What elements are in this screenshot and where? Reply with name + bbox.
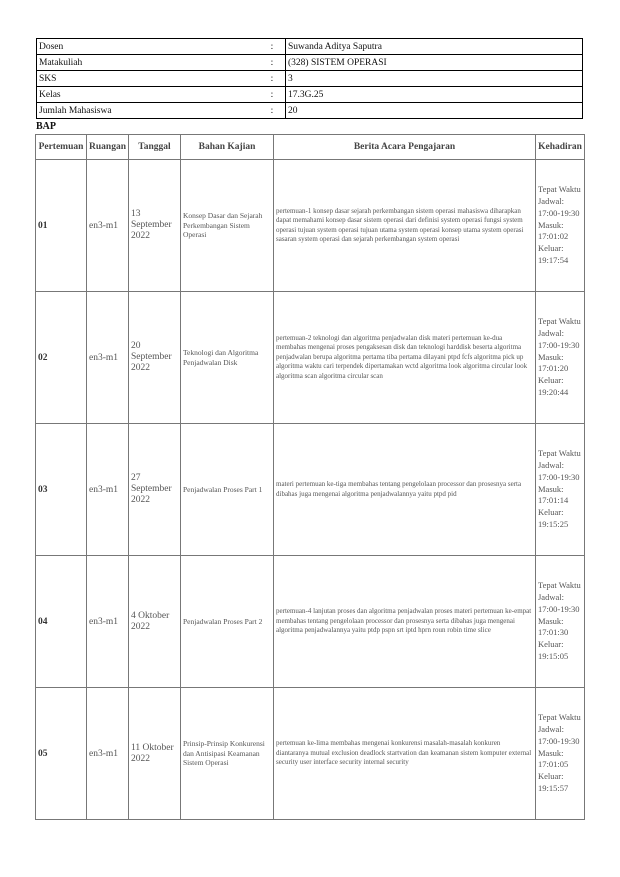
ruangan-cell: en3-m1 bbox=[87, 424, 129, 556]
kehadiran-jadwal: Jadwal: 17:00-19:30 bbox=[538, 724, 580, 746]
info-separator: : bbox=[259, 87, 286, 103]
pertemuan-cell: 05 bbox=[36, 688, 87, 820]
column-header-tanggal: Tanggal bbox=[129, 135, 181, 160]
info-value: 3 bbox=[286, 71, 583, 87]
kehadiran-status: Tepat Waktu bbox=[538, 580, 581, 591]
info-separator: : bbox=[259, 55, 286, 71]
info-value: 20 bbox=[286, 103, 583, 119]
course-info-table bbox=[36, 38, 583, 119]
table-row bbox=[36, 556, 585, 688]
info-value: 17.3G.25 bbox=[286, 87, 583, 103]
info-label: Matakuliah bbox=[37, 55, 260, 71]
info-separator: : bbox=[259, 71, 286, 87]
info-label: Kelas bbox=[37, 87, 260, 103]
kehadiran-status: Tepat Waktu bbox=[538, 712, 581, 723]
column-header-pertemuan: Pertemuan bbox=[36, 135, 87, 160]
column-header-kehadiran: Kehadiran bbox=[536, 135, 585, 160]
kehadiran-keluar: Keluar: 19:20:44 bbox=[538, 375, 569, 397]
table-row bbox=[36, 688, 585, 820]
info-row-sks bbox=[37, 71, 583, 87]
bahan-kajian-cell: Teknologi dan Algoritma Penjadwalan Disk bbox=[181, 292, 274, 424]
kehadiran-masuk: Masuk: 17:01:05 bbox=[538, 747, 569, 770]
berita-acara-cell: pertemuan-1 konsep dasar sejarah perkembangan sistem operasi mahasiswa diharapkan dapat memahami konsep dasar sistem operasi dari definisi system operasi fungsi system operasi tujuan system operasi tujuan utama system operasi konsep utama system operasi sasaran system operasi dan sejarah perkembangan system operasi bbox=[274, 160, 536, 292]
column-header-bahan-kajian: Bahan Kajian bbox=[181, 135, 274, 160]
kehadiran-cell bbox=[536, 292, 585, 424]
kehadiran-masuk: Masuk: 17:01:14 bbox=[538, 483, 569, 506]
bahan-kajian-cell: Prinsip-Prinsip Konkurensi dan Antisipasi Keamanan Sistem Operasi bbox=[181, 688, 274, 820]
column-header-berita-acara: Berita Acara Pengajaran bbox=[274, 135, 536, 160]
bap-table bbox=[35, 134, 585, 820]
tanggal-cell: 4 Oktober 2022 bbox=[129, 556, 181, 688]
berita-acara-cell: pertemuan ke-lima membahas mengenai konkurensi masalah-masalah konkuren diantaranya mutual exclusion deadlock startvation dan keamanan sistem komputer external security user interface security internal security bbox=[274, 688, 536, 820]
info-row-kelas bbox=[37, 87, 583, 103]
berita-acara-cell: pertemuan-2 teknologi dan algoritma penjadwalan disk materi pertemuan ke-dua membahas mengenai proses pengaksesan disk dan teknologi harddisk beserta algoritma penjadwalan berupa algoritma pertama tiba pertama dilayani ptpd fcfs algoritma pick up algoritma waktu cari terpendek dipertamakan wctd algoritma look algoritma circular look algoritma scan algoritma circular scan bbox=[274, 292, 536, 424]
kehadiran-cell bbox=[536, 556, 585, 688]
kehadiran-keluar: Keluar: 19:15:57 bbox=[538, 771, 569, 793]
pertemuan-cell: 04 bbox=[36, 556, 87, 688]
kehadiran-cell bbox=[536, 688, 585, 820]
kehadiran-keluar: Keluar: 19:15:05 bbox=[538, 639, 569, 661]
info-label: SKS bbox=[37, 71, 260, 87]
kehadiran-masuk: Masuk: 17:01:02 bbox=[538, 219, 569, 242]
info-value: (328) SISTEM OPERASI bbox=[286, 55, 583, 71]
tanggal-cell: 13 September 2022 bbox=[129, 160, 181, 292]
kehadiran-jadwal: Jadwal: 17:00-19:30 bbox=[538, 328, 580, 350]
berita-acara-cell: materi pertemuan ke-tiga membahas tentang pengelolaan processor dan prosesnya serta dibahas juga mengenai algoritma penjadwalannya yaitu ptpd pid bbox=[274, 424, 536, 556]
kehadiran-masuk: Masuk: 17:01:30 bbox=[538, 615, 569, 638]
column-header-ruangan: Ruangan bbox=[87, 135, 129, 160]
tanggal-cell: 11 Oktober 2022 bbox=[129, 688, 181, 820]
tanggal-cell: 20 September 2022 bbox=[129, 292, 181, 424]
kehadiran-masuk: Masuk: 17:01:20 bbox=[538, 351, 569, 374]
info-row-jumlah-mahasiswa bbox=[37, 103, 583, 119]
kehadiran-cell bbox=[536, 160, 585, 292]
kehadiran-jadwal: Jadwal: 17:00-19:30 bbox=[538, 460, 580, 482]
bahan-kajian-cell: Penjadwalan Proses Part 2 bbox=[181, 556, 274, 688]
tanggal-cell: 27 September 2022 bbox=[129, 424, 181, 556]
kehadiran-keluar: Keluar: 19:15:25 bbox=[538, 507, 569, 529]
kehadiran-jadwal: Jadwal: 17:00-19:30 bbox=[538, 592, 580, 614]
kehadiran-jadwal: Jadwal: 17:00-19:30 bbox=[538, 196, 580, 218]
info-row-matakuliah bbox=[37, 55, 583, 71]
ruangan-cell: en3-m1 bbox=[87, 292, 129, 424]
table-row bbox=[36, 292, 585, 424]
info-value: Suwanda Aditya Saputra bbox=[286, 39, 583, 55]
ruangan-cell: en3-m1 bbox=[87, 688, 129, 820]
ruangan-cell: en3-m1 bbox=[87, 160, 129, 292]
ruangan-cell: en3-m1 bbox=[87, 556, 129, 688]
info-row-dosen bbox=[37, 39, 583, 55]
kehadiran-cell bbox=[536, 424, 585, 556]
pertemuan-cell: 01 bbox=[36, 160, 87, 292]
bap-title: BAP bbox=[36, 121, 56, 132]
berita-acara-cell: pertemuan-4 lanjutan proses dan algoritma penjadwalan proses materi pertemuan ke-empat membahas tentang pengelolaan processor dan prosesnya serta dibahas juga mengenai algoritma penjadwalannya yaitu ptdp pspn srt iptd hprn roun robin time slice bbox=[274, 556, 536, 688]
bap-header-row bbox=[36, 135, 585, 160]
kehadiran-keluar: Keluar: 19:17:54 bbox=[538, 243, 569, 265]
info-label: Jumlah Mahasiswa bbox=[37, 103, 260, 119]
kehadiran-status: Tepat Waktu bbox=[538, 184, 581, 195]
info-separator: : bbox=[259, 103, 286, 119]
table-row bbox=[36, 160, 585, 292]
table-row bbox=[36, 424, 585, 556]
info-label: Dosen bbox=[37, 39, 260, 55]
pertemuan-cell: 02 bbox=[36, 292, 87, 424]
pertemuan-cell: 03 bbox=[36, 424, 87, 556]
kehadiran-status: Tepat Waktu bbox=[538, 316, 581, 327]
info-separator: : bbox=[259, 39, 286, 55]
kehadiran-status: Tepat Waktu bbox=[538, 448, 581, 459]
bahan-kajian-cell: Penjadwalan Proses Part 1 bbox=[181, 424, 274, 556]
bahan-kajian-cell: Konsep Dasar dan Sejarah Perkembangan Sistem Operasi bbox=[181, 160, 274, 292]
